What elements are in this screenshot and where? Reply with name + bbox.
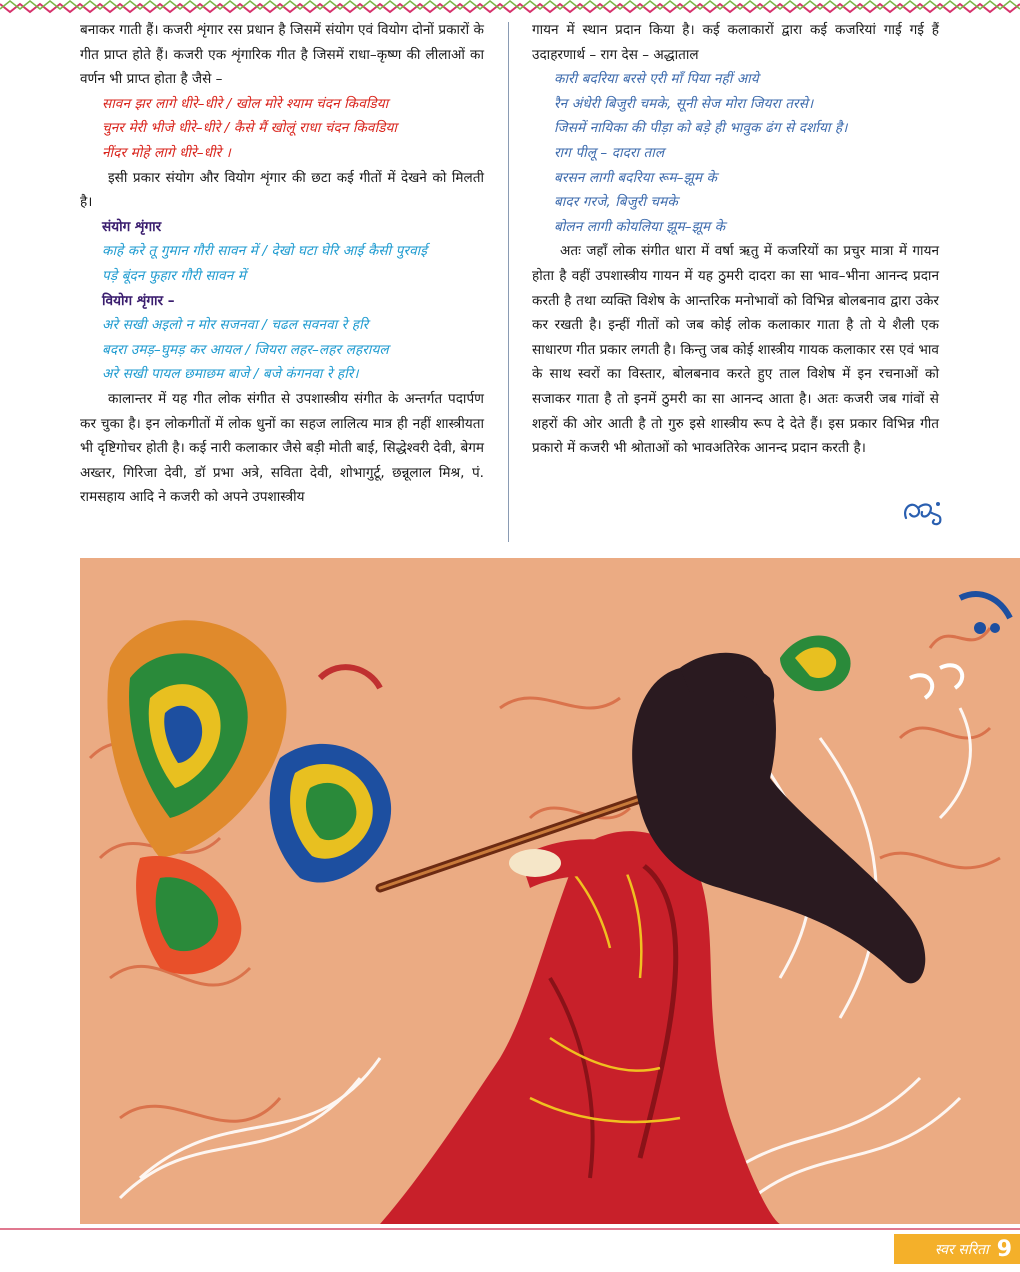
right-column: [532, 18, 939, 461]
verse-line: नींदर मोहे लागे धीरे–धीरे ।: [102, 144, 231, 161]
verse-line: बादर गरजे, बिजुरी चमके: [554, 194, 678, 211]
left-column: [80, 18, 484, 510]
heading-viyog-shringar: वियोग शृंगार –: [102, 292, 175, 309]
left-paragraph-1: बनाकर गाती हैं। कजरी शृंगार रस प्रधान है जिसमें संयोग एवं वियोग दोनों प्रकारों के गीत प्राप्त होते हैं। कजरी एक शृंगारिक गीत है जिसमें राधा–कृष्ण की लीलाओं का वर्णन भी प्राप्त होता है जैसे –: [80, 22, 484, 88]
verse-line: कारी बदरिया बरसे एरी माँ पिया नहीं आये: [554, 71, 759, 88]
verse-line: सावन झर लागे धीरे–धीरे / खोल मोरे श्याम चंदन किवडिया: [102, 95, 389, 112]
right-paragraph-2: अतः जहाँ लोक संगीत धारा में वर्षा ऋतु में कजरियों का प्रचुर मात्रा में गायन होता है वहीं उपशास्त्रीय गायन में यह ठुमरी दादरा का सा भाव–भीना आनन्द प्रदान करती है तथा व्यक्ति विशेष के आन्तरिक मनोभावों को विभिन्न बोलबनाव द्वारा उकेर कर रखती है। इन्हीं गीतों को जब कोई लोक कलाकार गाता है तो ये शैली एक साधारण गीत प्रकार लगती है। किन्तु जब कोई शास्त्रीय गायक कलाकार रस एवं भाव के साथ स्वरों का विस्तार, बोलबनाव करते हुए ताल विशेष में इन रचनाओं को सजाकर गाता है तो इनमें ठुमरी का सा आनन्द आता है। अतः कजरी जब गांवों से शहरों की ओर आती है तो गुरु इसे शास्त्रीय रूप दे देते हैं। इस प्रकार विभिन्न गीत प्रकारो में कजरी भी श्रोताओं को भावअतिरेक आनन्द प्रदान करती है।: [532, 243, 939, 457]
bottom-rule: [0, 1228, 1020, 1230]
verse-line: बरसन लागी बदरिया रूम–झूम के: [554, 169, 718, 186]
verse-line: जिसमें नायिका की पीड़ा को बड़े ही भावुक ढंग से दर्शाया है।: [554, 120, 848, 137]
verse-line: राग पीलू – दादरा ताल: [554, 144, 665, 161]
verse-line: अरे सखी अइलो न मोर सजनवा / चढल सवनवा रे हरि: [102, 317, 369, 334]
verse-line: पड़े बूंदन फुहार गौरी सावन में: [102, 267, 246, 284]
left-paragraph-3: कालान्तर में यह गीत लोक संगीत से उपशास्त्रीय संगीत के अन्तर्गत पदार्पण कर चुका है। इन लोकगीतों में लोक धुनों का सहज लालित्य मात्र ही नहीं शास्त्रीयता भी दृष्टिगोचर होती है। कई नारी कलाकार जैसे बड़ी मोती बाई, सिद्धेश्वरी देवी, बेगम अख्तर, गिरिजा देवी, डॉ प्रभा अत्रे, सविता देवी, शोभागुर्टू, छन्नूलाल मिश्र, पं. रामसहाय आदि ने कजरी को अपने उपशास्त्रीय: [80, 390, 484, 506]
verse-line: चुनर मेरी भीजे धीरे–धीरे / कैसे मैं खोलूं राधा चंदन किवडिया: [102, 120, 397, 137]
verse-line: बदरा उमड़–घुमड़ कर आयल / जियरा लहर–लहर लहरायल: [102, 341, 389, 358]
verse-line: अरे सखी पायल छमाछम बाजे / बजे कंगनवा रे हरि।: [102, 366, 359, 383]
verse-line: बोलन लागी कोयलिया झूम–झूम के: [554, 218, 726, 235]
verse-line: काहे करे तू गुमान गौरी सावन में / देखो घटा घेरि आई कैसी पुरवाई: [102, 243, 428, 260]
heading-sanyog-shringar: संयोग शृंगार: [102, 218, 162, 235]
decorative-top-border: [0, 0, 1020, 16]
page-number: 9: [996, 1236, 1012, 1262]
flute-player-painting: [80, 558, 1020, 1224]
right-paragraph-1: गायन में स्थान प्रदान किया है। कई कलाकारों द्वारा कई कजरियां गाई गई हैं उदाहरणार्थ – राग देस – अद्धाताल: [532, 22, 939, 63]
column-divider: [508, 22, 509, 542]
left-paragraph-2: इसी प्रकार संयोग और वियोग शृंगार की छटा कई गीतों में देखने को मिलती है।: [80, 169, 484, 211]
page-footer: [894, 1234, 1020, 1264]
end-ornament-icon: [900, 496, 946, 528]
magazine-title: स्वर सरिता: [934, 1241, 989, 1258]
verse-line: रैन अंधेरी बिजुरी चमके, सूनी सेज मोरा जियरा तरसे।: [554, 95, 814, 112]
